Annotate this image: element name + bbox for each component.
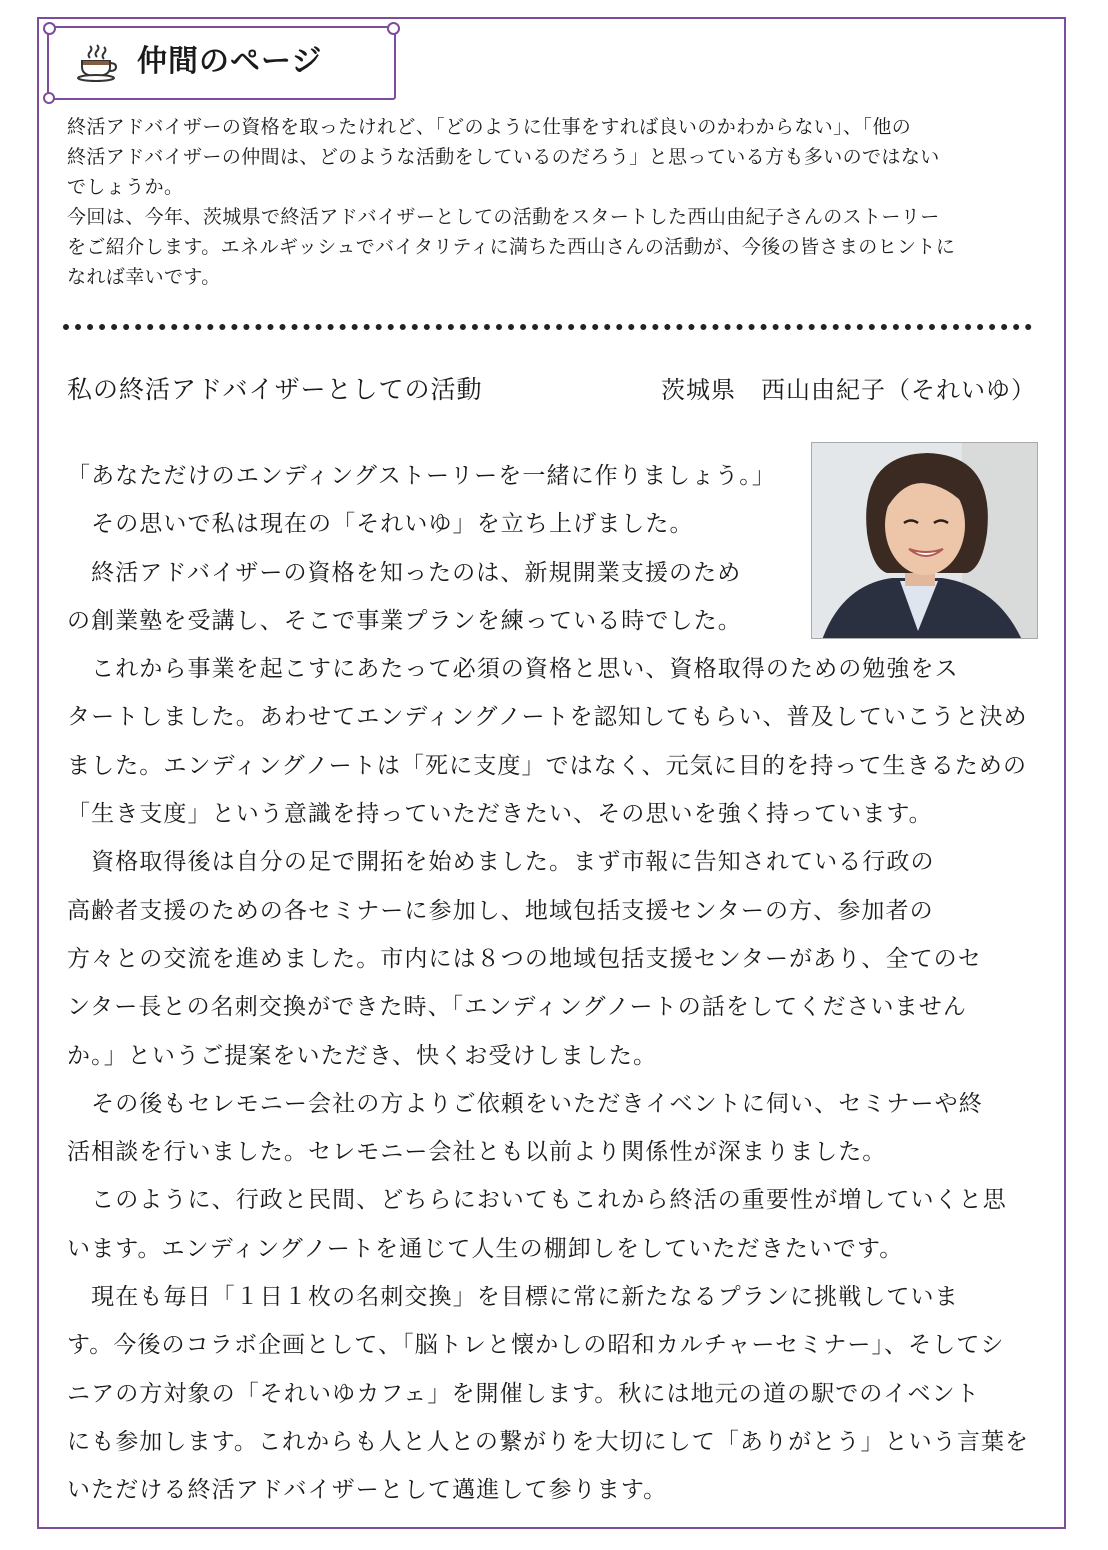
body-line: ンター長との名刺交換ができた時、「エンディングノートの話をしてくださいません — [67, 994, 967, 1021]
intro-line: をご紹介します。エネルギッシュでバイタリティに満ちた西山さんの活動が、今後の皆さまのヒントに — [67, 236, 956, 258]
body-line: にも参加します。これからも人と人との繋がりを大切にして「ありがとう」という言葉を — [67, 1428, 1030, 1455]
body-line: その後もセレモニー会社の方よりご依頼をいただきイベントに伺い、セミナーや終 — [67, 1090, 983, 1117]
body-line: これから事業を起こすにあたって必須の資格と思い、資格取得のための勉強をス — [67, 656, 959, 683]
body-line: ました。エンディングノートは「死に支度」ではなく、元気に目的を持って生きるための — [67, 752, 1028, 779]
body-line: 「生き支度」という意識を持っていただきたい、その思いを強く持っています。 — [67, 801, 933, 828]
intro-line: 終活アドバイザーの資格を取ったけれど、「どのように仕事をすれば良いのかわからない」、「他の — [67, 116, 912, 138]
article-author: 茨城県 西山由紀子（それいゆ） — [661, 376, 1036, 404]
dotted-divider — [63, 324, 1032, 330]
intro-line: なれば幸いです。 — [67, 266, 221, 288]
section-title-scroll — [47, 26, 396, 100]
body-line: 活相談を行いました。セレモニー会社とも以前より関係性が深まりました。 — [67, 1139, 887, 1166]
scroll-curl-icon — [43, 22, 56, 35]
body-line: その思いで私は現在の「それいゆ」を立ち上げました。 — [67, 511, 694, 538]
body-line: 終活アドバイザーの資格を知ったのは、新規開業支援のため — [67, 559, 742, 586]
section-title: 仲間のページ — [137, 44, 323, 79]
body-line: 資格取得後は自分の足で開拓を始めました。まず市報に告知されている行政の — [67, 849, 935, 876]
body-line: 現在も毎日「１日１枚の名刺交換」を目標に常に新たなるプランに挑戦していま — [67, 1284, 959, 1311]
body-line: います。エンディングノートを通じて人生の棚卸しをしていただきたいです。 — [67, 1235, 904, 1262]
scroll-curl-icon — [387, 22, 400, 35]
intro-line: でしょうか。 — [67, 176, 184, 198]
intro-paragraph — [67, 112, 1042, 292]
article-body — [67, 452, 1033, 1515]
body-line: 高齢者支援のための各セミナーに参加し、地域包括支援センターの方、参加者の — [67, 897, 934, 924]
coffee-cup-icon — [74, 42, 118, 82]
body-line: か。」というご提案をいただき、快くお受けしました。 — [67, 1042, 658, 1069]
body-line: 「あなただけのエンディングストーリーを一緒に作りましょう。」 — [67, 463, 776, 489]
body-line: の創業塾を受講し、そこで事業プランを練っている時でした。 — [67, 607, 742, 634]
intro-line: 終活アドバイザーの仲間は、どのような活動をしているのだろう」と思っている方も多いのではない — [67, 146, 940, 168]
scroll-roll-icon — [43, 92, 55, 104]
article-heading: 私の終活アドバイザーとしての活動 — [67, 375, 483, 404]
intro-line: 今回は、今年、茨城県で終活アドバイザーとしての活動をスタートした西山由紀子さんのストーリー — [67, 206, 940, 228]
body-line: いただける終活アドバイザーとして邁進して参ります。 — [67, 1477, 668, 1504]
body-line: タートしました。あわせてエンディングノートを認知してもらい、普及していこうと決め — [67, 704, 1028, 731]
body-line: ニアの方対象の「それいゆカフェ」を開催します。秋には地元の道の駅でのイベント — [67, 1380, 980, 1407]
body-line: このように、行政と民間、どちらにおいてもこれから終活の重要性が増していくと思 — [67, 1187, 1007, 1214]
body-line: す。今後のコラボ企画として、「脳トレと懐かしの昭和カルチャーセミナー」、そしてシ — [67, 1332, 1005, 1359]
body-line: 方々との交流を進めました。市内には８つの地域包括支援センターがあり、全てのセ — [67, 945, 982, 972]
